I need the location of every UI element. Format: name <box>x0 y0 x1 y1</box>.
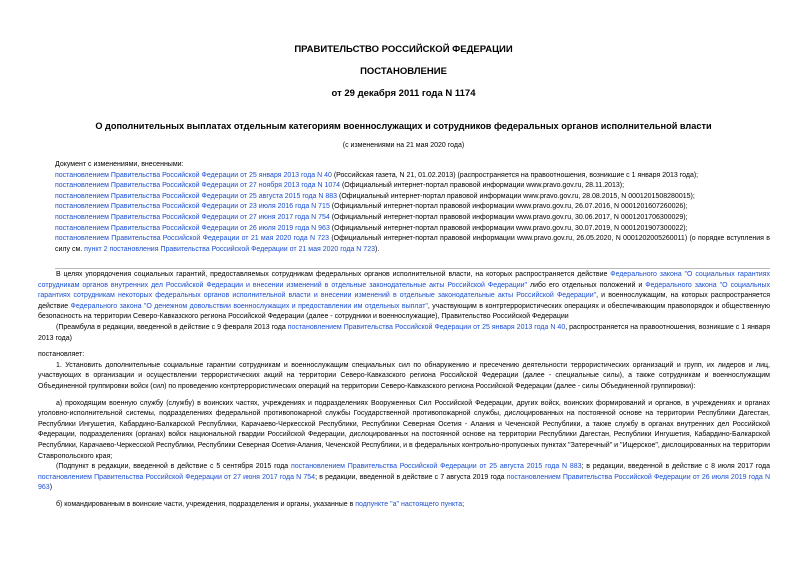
doc-date-heading: от 29 декабря 2011 года N 1174 <box>331 88 476 99</box>
change-link[interactable]: постановлением Правительства Российской Федерации от 27 ноября 2013 года N 1074 <box>55 182 341 190</box>
change-link[interactable]: пункт 2 постановления Правительства Российской Федерации от 21 мая 2020 года N 723 <box>84 245 375 253</box>
change-item: постановлением Правительства Российской Федерации от 25 августа 2015 года N 883 (Официальный интернет-портал правовой информации www.pravo.gov.ru, 28.08.2015, N 0001201508280015); <box>55 192 695 200</box>
decree-link[interactable]: постановлением Правительства Российской Федерации от 25 января 2013 года N 40 <box>287 323 566 331</box>
change-link[interactable]: постановлением Правительства Российской Федерации от 26 июля 2019 года N 963 <box>55 224 330 232</box>
doc-title: О дополнительных выплатах отдельным категориям военнослужащих и сотрудников федеральных органов исполнительной власти <box>95 121 712 131</box>
change-link[interactable]: постановлением Правительства Российской Федерации от 23 июля 2016 года N 715 <box>55 203 330 211</box>
change-item: постановлением Правительства Российской Федерации от 27 июня 2017 года N 754 (Официальный интернет-портал правовой информации www.pravo.gov.ru, 30.06.2017, N 0001201706300029); <box>55 213 688 221</box>
law-link[interactable]: Федерального закона "О денежном довольствии военнослужащих и предоставлении им отдельных выплат" <box>70 302 428 310</box>
change-item: постановлением Правительства Российской Федерации от 27 ноября 2013 года N 1074 (Официальный интернет-портал правовой информации www.pravo.gov.ru, 28.11.2013); <box>55 182 625 190</box>
subparagraph-b: б) командированным в воинские части, учреждения, подразделения и органы, указанные в подпункте "а" настоящего пункта; <box>56 500 465 508</box>
change-link[interactable]: постановлением Правительства Российской Федерации от 27 июня 2017 года N 754 <box>55 213 330 221</box>
subparagraph-a-edit-note: (Подпункт в редакции, введенной в действие с 5 сентября 2015 года постановлением Правительства Российской Федерации от 25 августа 2015 года N 883; в редакции, введенной в действие с 8 июля 2017 года постановлением Правительства Российской Федерации от 27 июня 2017 года N 754; в редакции, введенной в действие с 7 августа 2019 года постановлением Правительства Российской Федерации от 26 июля 2019 года N 963) <box>38 463 771 492</box>
change-item: постановлением Правительства Российской Федерации от 23 июля 2016 года N 715 (Официальный интернет-портал правовой информации www.pravo.gov.ru, 26.07.2016, N 0001201607260026); <box>55 203 688 211</box>
decree-link[interactable]: постановлением Правительства Российской Федерации от 25 августа 2015 года N 883 <box>290 463 582 471</box>
document-body <box>38 270 770 510</box>
doc-type-heading: ПОСТАНОВЛЕНИЕ <box>360 66 447 77</box>
changes-list <box>55 160 770 255</box>
change-item: постановлением Правительства Российской Федерации от 21 мая 2020 года N 723 (Официальный интернет-портал правовой информации www.pravo.gov.ru, 26.05.2020, N 0001202005260011) (о порядке вступления в силу см. пункт 2 постановления Правительства Российской Федерации от 21 мая 2020 года N 723). <box>55 235 770 253</box>
divider <box>55 268 770 269</box>
change-link[interactable]: постановлением Правительства Российской Федерации от 25 января 2013 года N 40 <box>55 171 332 179</box>
government-heading: ПРАВИТЕЛЬСТВО РОССИЙСКОЙ ФЕДЕРАЦИИ <box>294 44 513 55</box>
decree-link[interactable]: постановлением Правительства Российской Федерации от 26 июля 2019 года N 963 <box>38 473 771 492</box>
preamble-paragraph: В целях упорядочения социальных гарантий, предоставляемых сотрудникам федеральных органов исполнительной власти, на которых распространяется действие Федерального закона "О социальных гарантиях сотрудникам органов внутренних дел Российской Федерации и внесении изменений в отдельные законодательные акты Российской Федерации" либо его отдельных положений и Федерального закона "О социальных гарантиях сотрудникам некоторых федеральных органов исполнительной власти и внесении изменений в отдельные законодательные акты Российской Федерации", и военнослужащим, на которых распространяется действие Федерального закона "О денежном довольствии военнослужащих и предоставлении им отдельных выплат", участвующим в контртеррористических операциях и обеспечивающим правопорядок и общественную безопасность на территории Северо-Кавказского региона Российской Федерации (далее - сотрудники и военнослужащие), Правительство Российской Федерации <box>38 271 771 321</box>
paragraph-1: 1. Установить дополнительные социальные гарантии сотрудникам и военнослужащим специальных сил по обнаружению и пресечению деятельности террористических организаций и групп, их лидеров и лиц, участвующих в организации и осуществлении террористических акций на территории Северо-Кавказского региона Российской Федерации (далее - специальные силы), а также сотрудникам и военнослужащим Объединенной группировки войск (сил) по проведению контртеррористических операций на территории Северо-Кавказского региона Российской Федерации (далее - силы Объединенной группировки): <box>38 361 770 390</box>
change-link[interactable]: постановлением Правительства Российской Федерации от 21 мая 2020 года N 723 <box>55 235 330 243</box>
resolves-line: постановляет: <box>38 351 85 359</box>
revision-note: (с изменениями на 21 мая 2020 года) <box>342 142 465 149</box>
law-link[interactable]: Федерального закона "О социальных гарантиях сотрудникам органов внутренних дел Российской Федерации и внесении изменений в отдельные законодательные акты Российской Федерации" <box>38 271 771 289</box>
change-link[interactable]: постановлением Правительства Российской Федерации от 25 августа 2015 года N 883 <box>55 192 338 200</box>
subparagraph-a: а) проходящим военную службу (службу) в воинских частях, учреждениях и подразделениях Вооруженных Сил Российской Федерации, других войск, воинских формирований и органов, в учреждениях и органах уголовно-исполнительной системы, подразделениях федеральной противопожарной службы Государственной противопожарной службы, дислоцированных на постоянной основе на территории Республики Дагестан, Республики Ингушетия, Кабардино-Балкарской Республики, Карачаево-Черкесской Республики, Республики Северная Осетия - Алания и Чеченской Республики, а также службу в органах внутренних дел Российской Федерации, подразделениях (органах) войск национальной гвардии Российской Федерации, дислоцированных на постоянной основе на территории Республики Дагестан, Республики Ингушетия, Кабардино-Балкарской Республики, Карачаево-Черкесской Республики, Республики Северная Осетия-Алания, Чеченской Республики, и в федеральных контрольно-пропускных пунктах "Затеречный" и "Ищерское", дислоцированных на территории Ставропольского края; <box>38 399 770 460</box>
changes-intro: Документ с изменениями, внесенными: <box>55 161 184 168</box>
law-link[interactable]: Федерального закона "О социальных гарантиях сотрудникам некоторых федеральных органов исполнительной власти и внесении изменений в отдельные законодательные акты Российской Федерации" <box>38 281 770 300</box>
decree-link[interactable]: постановлением Правительства Российской Федерации от 27 июня 2017 года N 754 <box>38 473 316 481</box>
change-item: постановлением Правительства Российской Федерации от 25 января 2013 года N 40 (Российская газета, N 21, 01.02.2013) (распространяется на правоотношения, возникшие с 1 января 2013 года); <box>55 171 699 179</box>
change-item: постановлением Правительства Российской Федерации от 26 июля 2019 года N 963 (Официальный интернет-портал правовой информации www.pravo.gov.ru, 30.07.2019, N 0001201907300022); <box>55 224 688 232</box>
subparagraph-link[interactable]: подпункте "а" настоящего пункта <box>355 500 463 508</box>
preamble-edit-note: (Преамбула в редакции, введенной в действие с 9 февраля 2013 года постановлением Правительства Российской Федерации от 25 января 2013 года N 40, распространяется на правоотношения, возникшие с 1 января 2013 года) <box>38 323 770 342</box>
